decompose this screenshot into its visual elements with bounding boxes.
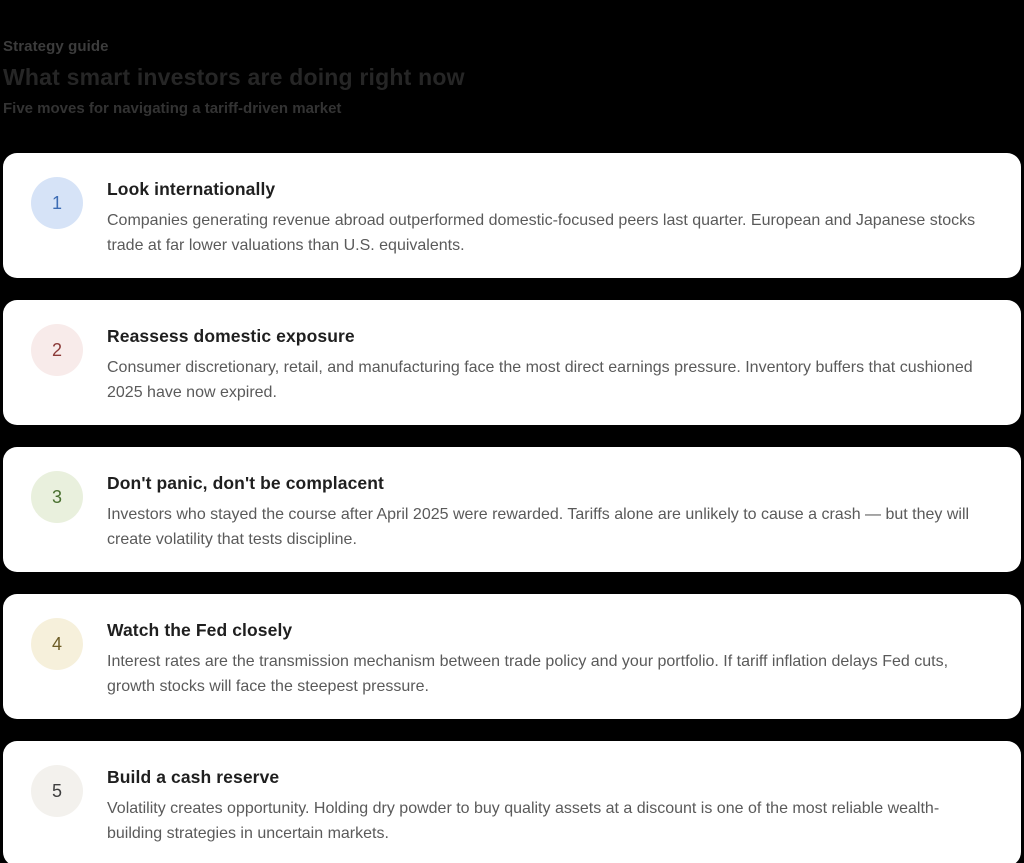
strategy-card bbox=[3, 153, 1021, 278]
strategy-card bbox=[3, 594, 1021, 719]
card-body: Interest rates are the transmission mechanism between trade policy and your portfolio. If tariff inflation delays Fed cuts, growth stocks will face the steepest pressure. bbox=[107, 653, 949, 695]
page-header bbox=[0, 0, 1024, 117]
card-title: Watch the Fed closely bbox=[107, 620, 293, 640]
card-text bbox=[107, 471, 991, 552]
card-text bbox=[107, 177, 991, 258]
card-body: Investors who stayed the course after April 2025 were rewarded. Tariffs alone are unlikely to cause a crash — but they will create volatility that tests discipline. bbox=[107, 506, 970, 548]
card-text bbox=[107, 324, 991, 405]
strategy-card bbox=[3, 300, 1021, 425]
card-title: Look internationally bbox=[107, 179, 276, 199]
card-body: Volatility creates opportunity. Holding dry powder to buy quality assets at a discount is one of the most reliable wealth-building strategies in uncertain markets. bbox=[107, 800, 940, 842]
card-text bbox=[107, 618, 991, 699]
number-badge: 1 bbox=[31, 177, 83, 229]
number-badge: 5 bbox=[31, 765, 83, 817]
page-subtitle: Five moves for navigating a tariff-driven market bbox=[3, 100, 342, 117]
card-title: Don't panic, don't be complacent bbox=[107, 473, 384, 493]
strategy-card bbox=[3, 447, 1021, 572]
eyebrow-label: Strategy guide bbox=[3, 38, 109, 55]
number-badge: 4 bbox=[31, 618, 83, 670]
card-title: Build a cash reserve bbox=[107, 767, 280, 787]
card-body: Companies generating revenue abroad outperformed domestic-focused peers last quarter. European and Japanese stocks trade at far lower valuations than U.S. equivalents. bbox=[107, 212, 976, 254]
card-title: Reassess domestic exposure bbox=[107, 326, 355, 346]
card-text bbox=[107, 765, 991, 846]
number-badge: 3 bbox=[31, 471, 83, 523]
card-body: Consumer discretionary, retail, and manufacturing face the most direct earnings pressure. Inventory buffers that cushioned 2025 have now expired. bbox=[107, 359, 973, 401]
strategy-card bbox=[3, 741, 1021, 863]
card-list bbox=[0, 153, 1024, 863]
number-badge: 2 bbox=[31, 324, 83, 376]
page-title: What smart investors are doing right now bbox=[3, 64, 465, 90]
